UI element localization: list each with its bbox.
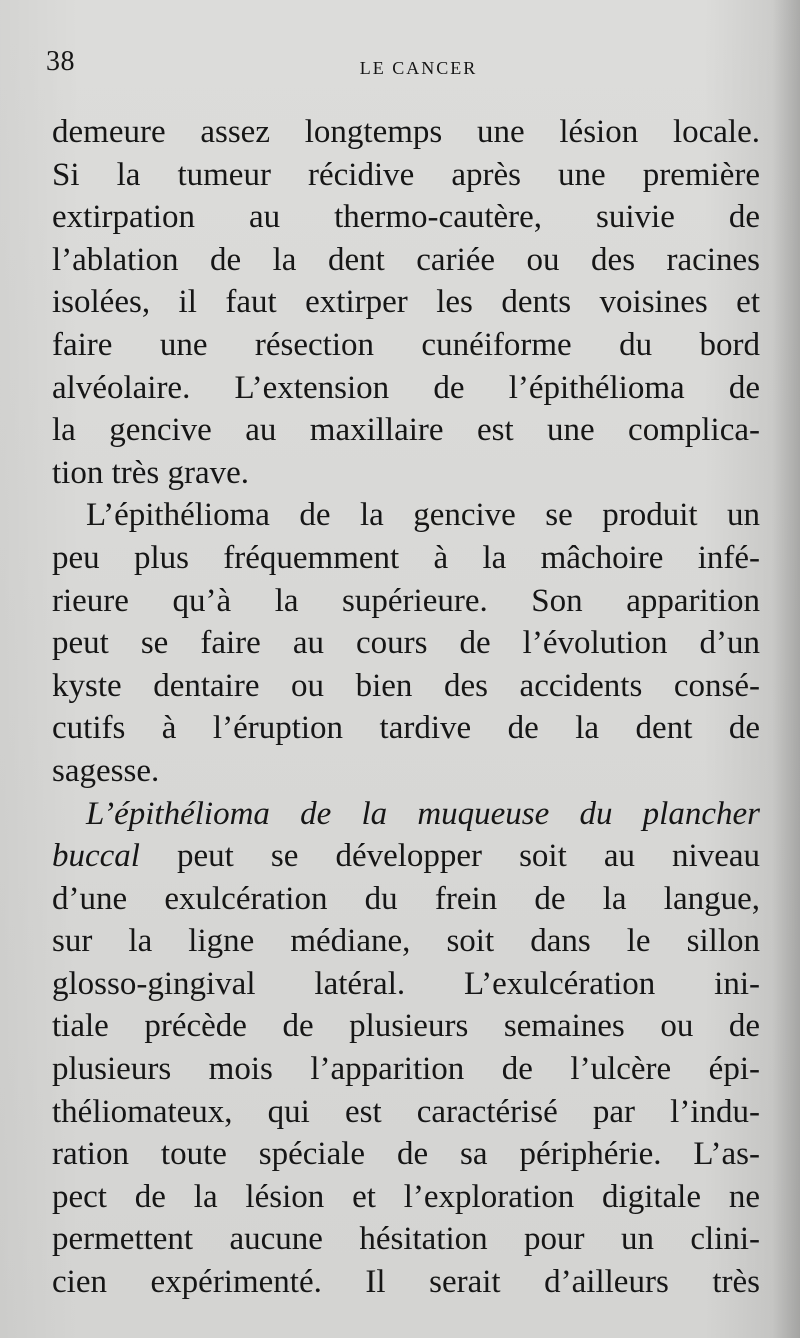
text-line-mixed [52, 835, 760, 878]
text-line: glosso-gingival latéral. L’exulcération ini- [52, 965, 760, 1002]
text-line: pect de la lésion et l’exploration digitale ne [52, 1178, 760, 1215]
text-line: alvéolaire. L’extension de l’épithélioma de [52, 369, 760, 406]
body-text [52, 111, 760, 1304]
text-line: cien expérimenté. Il serait d’ailleurs très [52, 1264, 760, 1301]
text-line: permettent aucune hésitation pour un clini- [52, 1221, 760, 1258]
text-line: rieure qu’à la supérieure. Son apparition [52, 582, 760, 619]
text-line: tion très grave. [52, 454, 250, 491]
text-line: cutifs à l’éruption tardive de la dent de [52, 710, 760, 747]
text-line: sur la ligne médiane, soit dans le sillon [52, 923, 760, 960]
text-line: d’une exulcération du frein de la langue, [52, 880, 760, 917]
text-line: faire une résection cunéiforme du bord [52, 326, 760, 363]
page-number: 38 [46, 46, 75, 77]
text-line: L’épithélioma de la gencive se produit un [86, 497, 760, 534]
text-line: théliomateux, qui est caractérisé par l’indu- [52, 1093, 760, 1130]
text-line: tiale précède de plusieurs semaines ou de [52, 1008, 760, 1045]
text-line: l’ablation de la dent cariée ou des racines [52, 241, 760, 278]
page-header [46, 46, 755, 86]
text-line: demeure assez longtemps une lésion locale. [52, 114, 760, 150]
running-title: LE CANCER [359, 58, 478, 78]
text-line: isolées, il faut extirper les dents voisines et [52, 284, 760, 321]
text-line: ration toute spéciale de sa périphérie. L’as- [52, 1136, 760, 1173]
text-line: plusieurs mois l’apparition de l’ulcère épi- [52, 1051, 760, 1088]
text-line: sagesse. [52, 752, 160, 789]
text-line: peut se faire au cours de l’évolution d’un [52, 625, 760, 662]
text-line: peu plus fréquemment à la mâchoire infé- [52, 539, 760, 576]
italic-phrase: buccal [52, 838, 140, 875]
italic-text-line: L’épithélioma de la muqueuse du plancher [86, 795, 760, 832]
text-line: Si la tumeur récidive après une première [52, 156, 760, 193]
text-line: la gencive au maxillaire est une complica- [52, 412, 760, 449]
text-line: kyste dentaire ou bien des accidents consé- [52, 667, 760, 704]
text-line: extirpation au thermo-cautère, suivie de [52, 199, 760, 236]
text-fragment: peut se développer soit au niveau [139, 838, 760, 875]
